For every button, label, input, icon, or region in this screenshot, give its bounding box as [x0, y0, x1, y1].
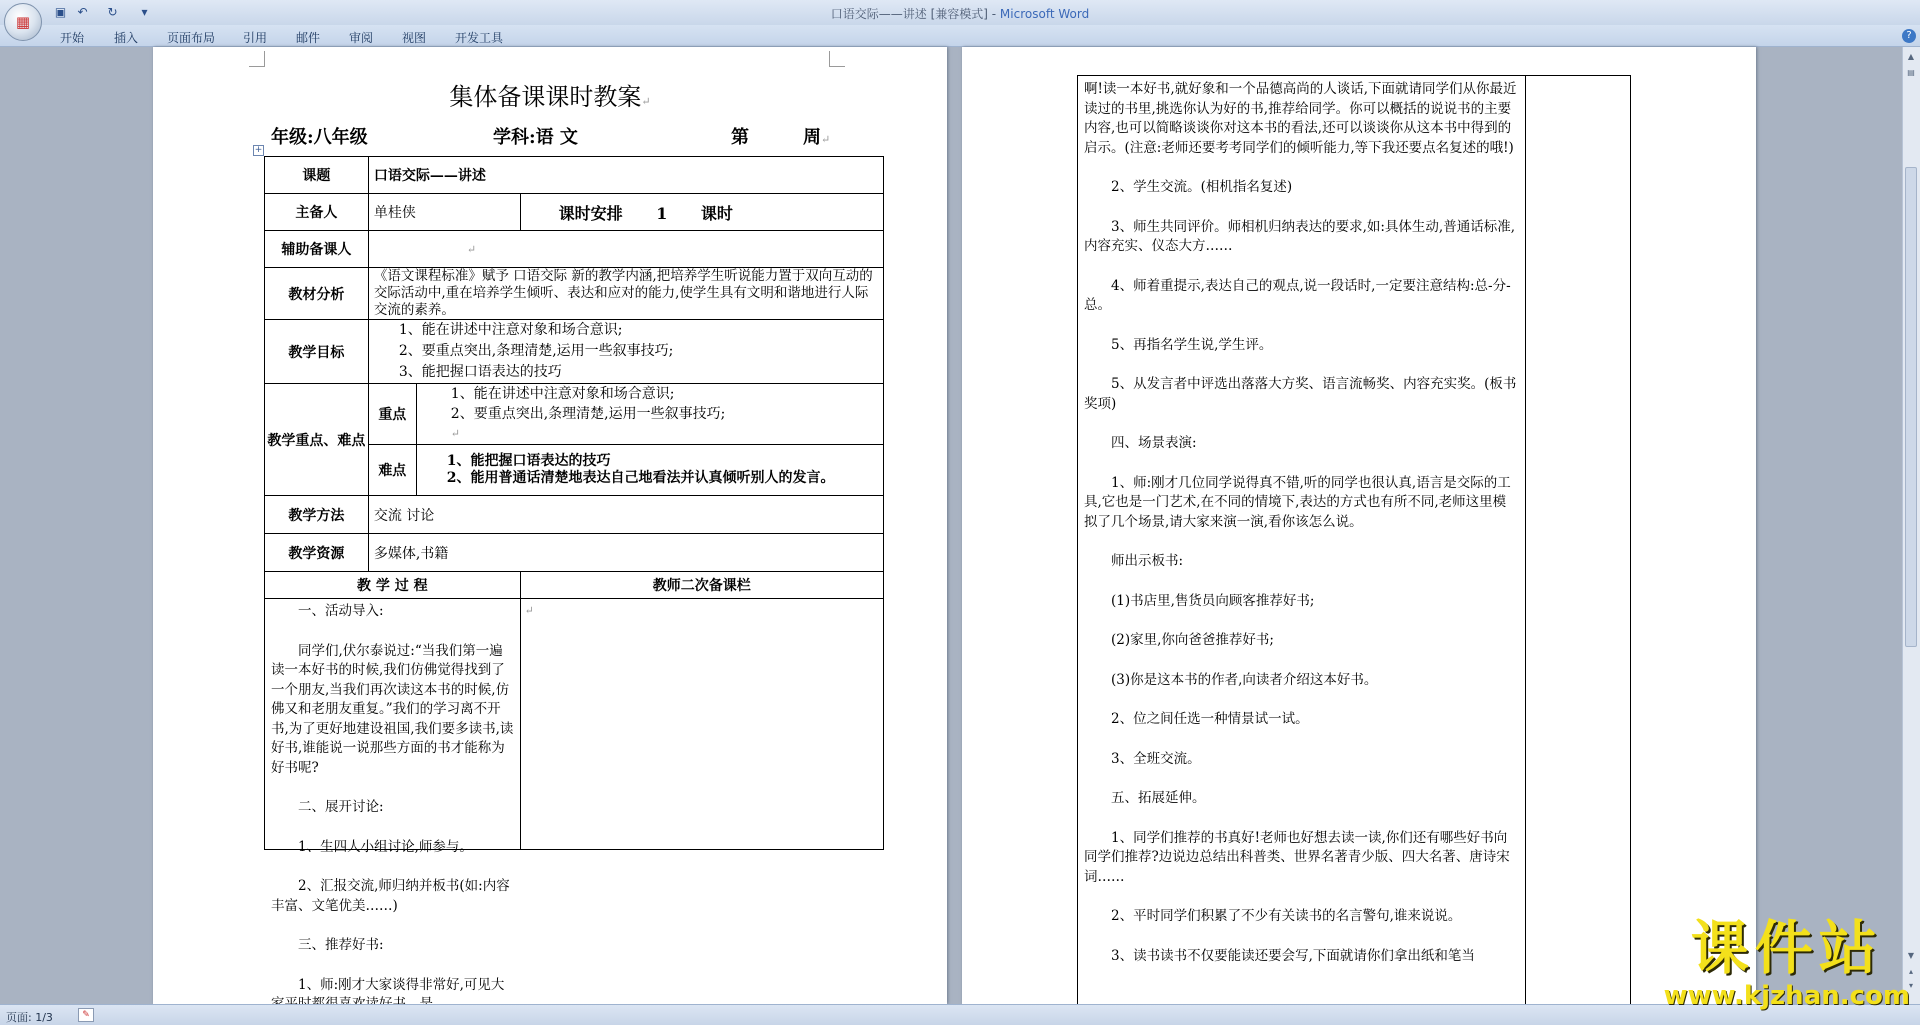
week-suffix: 周↵ — [803, 127, 831, 148]
tab-mailings[interactable]: 邮件 — [296, 31, 321, 45]
method-label: 教学方法 — [265, 496, 369, 534]
resource-label: 教学资源 — [265, 534, 369, 572]
customize-icon[interactable]: ▾ — [141, 5, 148, 19]
vertical-scrollbar[interactable] — [1902, 47, 1920, 1004]
resource-value: 多媒体,书籍 — [368, 534, 883, 572]
scroll-down-icon[interactable]: ▼ — [1907, 951, 1915, 960]
method-value: 交流 讨论 — [368, 496, 883, 534]
process-para: 1、师:刚才大家谈得非常好,可见大 — [298, 976, 505, 993]
topic-value: 口语交际——讲述 — [368, 157, 883, 194]
tab-developer[interactable]: 开发工具 — [455, 31, 504, 45]
tab-insert[interactable]: 插入 — [114, 31, 139, 45]
page-2 — [962, 47, 1756, 1004]
ribbon-tabs — [0, 25, 1920, 47]
analysis-label: 教材分析 — [265, 268, 369, 320]
help-icon[interactable]: ? — [1902, 29, 1916, 43]
tab-home[interactable]: 开始 — [60, 31, 85, 45]
process-para: (2)家里,你向爸爸推荐好书; — [1111, 632, 1274, 648]
process-para: 三、推荐好书: — [298, 937, 384, 953]
process-para: 3、师生共同评价。师相机归纳表达的要求,如:具体生动,普通话标准,内容充实、仪态大方…… — [1084, 218, 1516, 254]
process-para: 1、师:刚才几位同学说得真不错,听的同学也很认真,语言是交际的工具,它也是一门艺术,在不同的情境下,表达的方式也有所不同,老师这里模拟了几个场景,请大家来演一演,看你该怎么说。 — [1084, 474, 1511, 530]
process-para: 一、活动导入: — [298, 603, 384, 619]
site-watermark: 课件站 www.kjzhan.com — [1663, 914, 1910, 1011]
assist-label: 辅助备课人 — [265, 231, 369, 268]
tab-view[interactable]: 视图 — [402, 31, 427, 45]
tab-references[interactable]: 引用 — [243, 31, 268, 45]
scroll-thumb[interactable] — [1905, 167, 1917, 647]
table-move-handle-icon[interactable]: + — [254, 145, 263, 155]
title-bar — [0, 0, 1920, 25]
redo-icon[interactable]: ↻ — [107, 5, 118, 19]
second-prep-header: 教师二次备课栏 — [520, 572, 883, 599]
subject-label: 学科:语 文 — [493, 127, 578, 148]
page-1 — [153, 47, 947, 1004]
keypoint-label: 教学重点、难点 — [265, 384, 369, 496]
process-para: 3、全班交流。 — [1111, 750, 1201, 767]
lead-label: 主备人 — [265, 194, 369, 231]
office-button[interactable] — [4, 3, 42, 41]
process-header: 教 学 过 程 — [265, 572, 521, 599]
key-label: 重点 — [368, 384, 416, 445]
status-bar — [0, 1004, 1920, 1025]
undo-icon[interactable]: ↶ — [77, 5, 88, 19]
process-para: 五、拓展延伸。 — [1111, 790, 1206, 806]
margin-mark — [829, 51, 845, 67]
process-para: 师出示板书: — [1111, 553, 1184, 569]
process-para: (3)你是这本书的作者,向读者介绍这本好书。 — [1111, 671, 1378, 688]
office-logo-icon: ▦ — [15, 13, 31, 31]
margin-mark — [249, 51, 265, 67]
process-para: 四、场景表演: — [1111, 435, 1197, 451]
difficulty-list: 1、能把握口语表达的技巧 2、能用普通话清楚地表达自己地看法并认真倾听别人的发言。 — [416, 445, 883, 496]
ruler-toggle-icon[interactable]: ▤ — [1907, 68, 1915, 77]
process-para: 2、位之间任选一种情景试一试。 — [1111, 711, 1309, 727]
goal-label: 教学目标 — [265, 320, 369, 384]
lesson-plan-table — [264, 156, 884, 993]
goal-list: 1、能在讲述中注意对象和场合意识; 2、要重点突出,条理清楚,运用一些叙事技巧; 3、能把握口语表达的技巧 — [368, 320, 883, 384]
proofing-icon[interactable]: ✎ — [78, 1008, 94, 1022]
analysis-value: 《语文课程标准》赋予 口语交际 新的教学内涵,把培养学生听说能力置于双向互动的交际活动中,重在培养学生倾听、表达和应对的能力,使学生具有文明和谐地进行人际交流的素养。 — [368, 268, 883, 320]
window-title: 口语交际——讲述 [兼容模式] - Microsoft Word — [830, 7, 1090, 21]
process-para: 2、平时同学们积累了不少有关读书的名言警句,谁来说说。 — [1111, 908, 1462, 924]
second-prep-cell[interactable]: ↵ — [520, 599, 883, 850]
page2-process-column — [1078, 76, 1526, 1019]
process-para: 4、师着重提示,表达自己的观点,说一段话时,一定要注意结构:总-分-总。 — [1084, 277, 1511, 313]
process-para: 1、生四人小组讨论,师参与。 — [298, 838, 473, 855]
process-cell — [265, 599, 521, 993]
save-icon[interactable]: ▣ — [54, 5, 67, 19]
process-para: 二、展开讨论: — [298, 799, 384, 815]
week-prefix: 第 — [731, 127, 749, 148]
assist-value[interactable]: ↵ — [368, 231, 883, 268]
key-list: 1、能在讲述中注意对象和场合意识; 2、要重点突出,条理清楚,运用一些叙事技巧; ↵ — [416, 384, 883, 445]
process-para: 2、汇报交流,师归纳并板书(如:内容丰富、文笔优美……) — [271, 878, 510, 914]
page-indicator[interactable]: 页面: 1/3 — [6, 1011, 53, 1024]
tab-page-layout[interactable]: 页面布局 — [167, 31, 216, 45]
process-para: 5、从发言者中评选出落落大方奖、语言流畅奖、内容充实奖。(板书奖项) — [1084, 376, 1517, 412]
lead-value: 单桂侠 — [368, 194, 520, 231]
process-para: (1)书店里,售货员向顾客推荐好书; — [1111, 592, 1315, 609]
topic-label: 课题 — [265, 157, 369, 194]
process-para: 5、再指名学生说,学生评。 — [1111, 336, 1273, 353]
page2-table — [1077, 75, 1631, 1020]
process-para: 2、学生交流。(相机指名复述) — [1111, 179, 1293, 195]
grade-label: 年级:八年级 — [271, 127, 368, 148]
tab-review[interactable]: 审阅 — [349, 31, 374, 45]
process-para: 1、同学们推荐的书真好!老师也好想去读一读,你们还有哪些好书向同学们推荐?边说边总结出科普类、世界名著青少版、四大名著、唐诗宋词…… — [1084, 829, 1510, 885]
schedule-cell: 课时安排 1 课时 — [520, 194, 883, 231]
process-para: 啊!读一本好书,就好象和一个品德高尚的人谈话,下面就请同学们从你最近读过的书里,挑选你认为好的书,推荐给同学。你可以概括的说说书的主要内容,也可以简略谈谈你对这本书的看法,还可以谈谈你从这本书中得到的启示。(注意:老师还要考考同学们的倾听能力,等下我还要点名复述的哦!) — [1084, 81, 1517, 156]
difficulty-label: 难点 — [368, 445, 416, 496]
process-para: 3、读书读书不仅要能读还要会写,下面就请你们拿出纸和笔当 — [1111, 947, 1475, 964]
document-area — [0, 47, 1902, 1004]
scroll-up-icon[interactable]: ▲ — [1907, 52, 1915, 61]
previous-page-icon[interactable]: ▴ — [1908, 967, 1913, 976]
process-para: 同学们,伏尔泰说过:“当我们第一遍读一本好书的时候,我们仿佛觉得找到了一个朋友,当我们再次读这本书的时候,仿佛又和老朋友重复。”我们的学习离不开书,为了更好地建设祖国,我们要多读书,读好书,谁能说一说那些方面的书才能称为好书呢? — [271, 642, 514, 776]
next-page-icon[interactable]: ▾ — [1908, 981, 1913, 990]
document-title: 集体备课课时教案↵ — [449, 83, 651, 111]
